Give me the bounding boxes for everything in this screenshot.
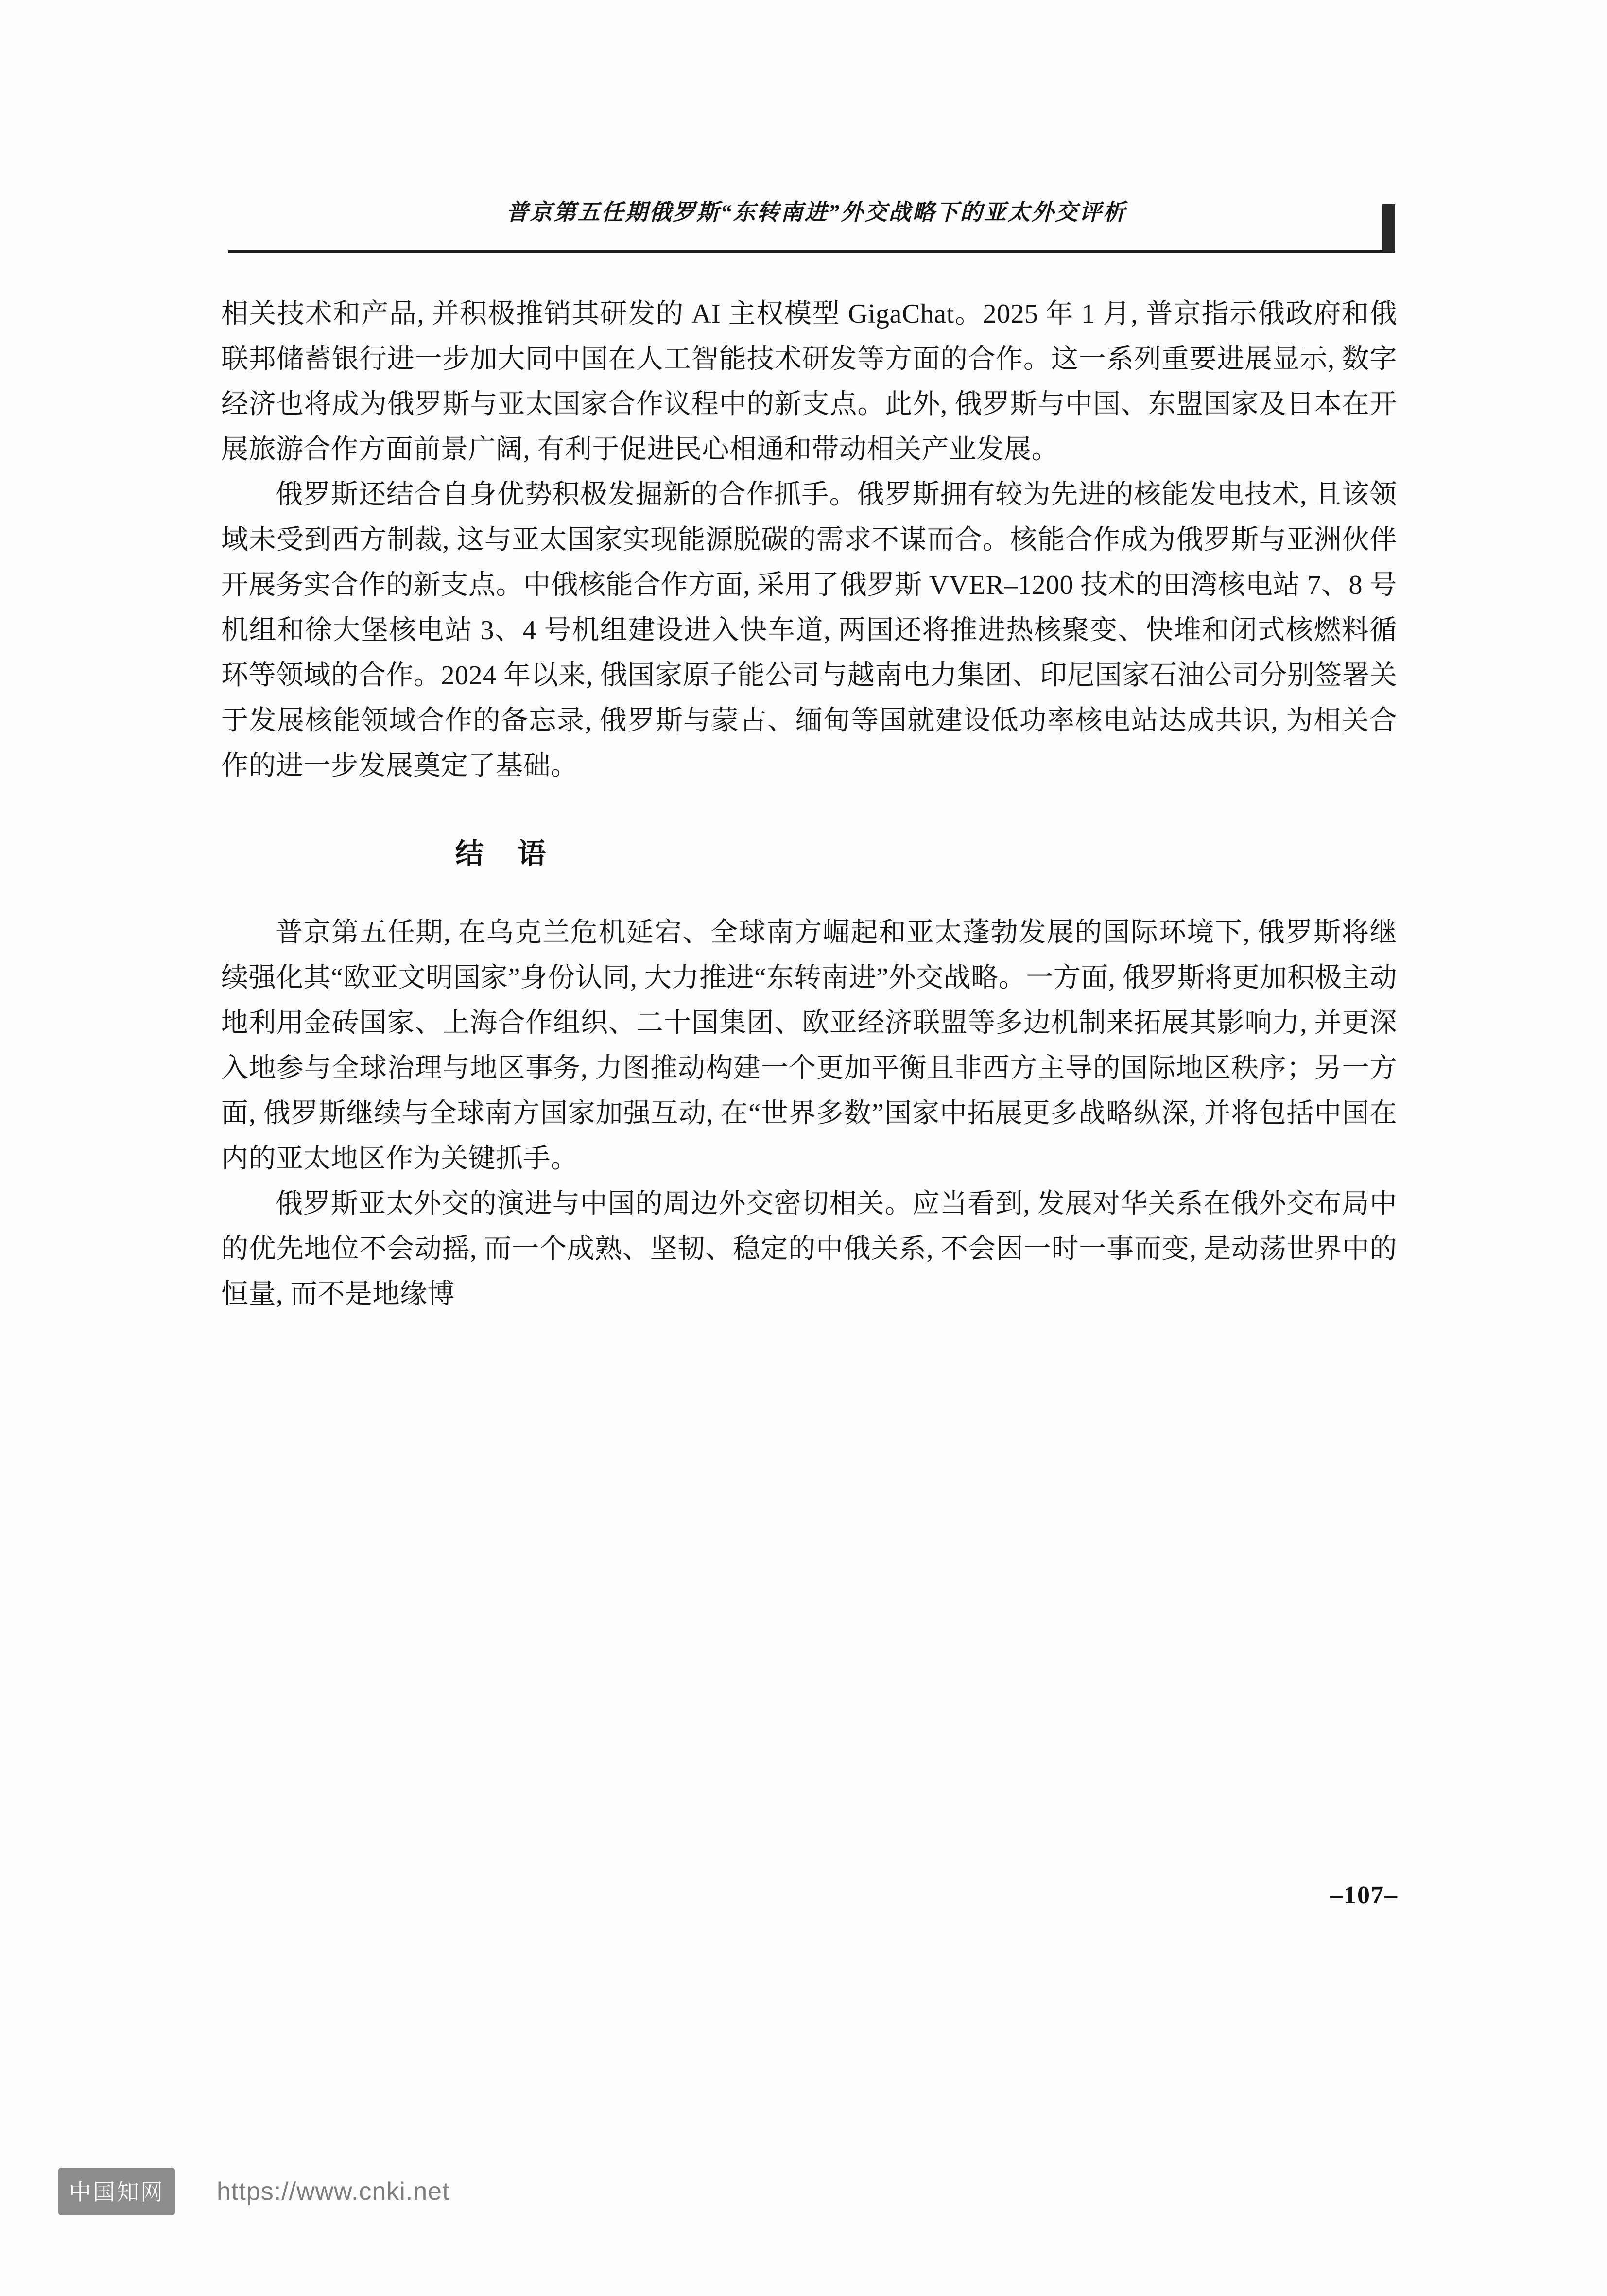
- page-header: [228, 194, 1404, 241]
- document-body: [221, 292, 1397, 1317]
- paragraph: 俄罗斯亚太外交的演进与中国的周边外交密切相关。应当看到, 发展对华关系在俄外交布局中的优先地位不会动摇, 而一个成熟、坚韧、稳定的中俄关系, 不会因一时一事而变, 是动荡世界中的恒量, 而不是地缘博: [221, 1189, 1397, 1309]
- page-number: –107–: [1330, 1881, 1398, 1909]
- header-divider: [228, 250, 1395, 253]
- section-heading: 结 语: [455, 838, 560, 870]
- header-marker: [1382, 204, 1395, 252]
- cnki-logo: 中国知网: [58, 2168, 175, 2215]
- paragraph: 普京第五任期, 在乌克兰危机延宕、全球南方崛起和亚太蓬勃发展的国际环境下, 俄罗斯将继续强化其“欧亚文明国家”身份认同, 大力推进“东转南进”外交战略。一方面, 俄罗斯将更加积极主动地利用金砖国家、上海合作组织、二十国集团、欧亚经济联盟等多边机制来拓展其影响力, 并更深入地参与全球治理与地区事务, 力图推动构建一个更加平衡且非西方主导的国际地区秩序；另一方面, 俄罗斯继续与全球南方国家加强互动, 在“世界多数”国家中拓展更多战略纵深, 并将包括中国在内的亚太地区作为关键抓手。: [221, 918, 1397, 1174]
- footer-watermark: [58, 2168, 450, 2215]
- running-head: 普京第五任期俄罗斯“东转南进”外交战略下的亚太外交评析: [506, 200, 1127, 225]
- paragraph: 俄罗斯还结合自身优势积极发掘新的合作抓手。俄罗斯拥有较为先进的核能发电技术, 且该领域未受到西方制裁, 这与亚太国家实现能源脱碳的需求不谋而合。核能合作成为俄罗斯与亚洲伙伴开展务实合作的新支点。中俄核能合作方面, 采用了俄罗斯 VVER–1200 技术的田湾核电站 7、8 号机组和徐大堡核电站 3、4 号机组建设进入快车道, 两国还将推进热核聚变、快堆和闭式核燃料循环等领域的合作。2024 年以来, 俄国家原子能公司与越南电力集团、印尼国家石油公司分别签署关于发展核能领域合作的备忘录, 俄罗斯与蒙古、缅甸等国就建设低功率核电站达成共识, 为相关合作的进一步发展奠定了基础。: [221, 480, 1398, 781]
- cnki-url[interactable]: https://www.cnki.net: [217, 2177, 450, 2206]
- paragraph: 相关技术和产品, 并积极推销其研发的 AI 主权模型 GigaChat。2025 年 1 月, 普京指示俄政府和俄联邦储蓄银行进一步加大同中国在人工智能技术研发等方面的合作。这一系列重要进展显示, 数字经济也将成为俄罗斯与亚太国家合作议程中的新支点。此外, 俄罗斯与中国、东盟国家及日本在开展旅游合作方面前景广阔, 有利于促进民心相通和带动相关产业发展。: [221, 299, 1397, 465]
- section-heading-wrap: [221, 831, 1397, 871]
